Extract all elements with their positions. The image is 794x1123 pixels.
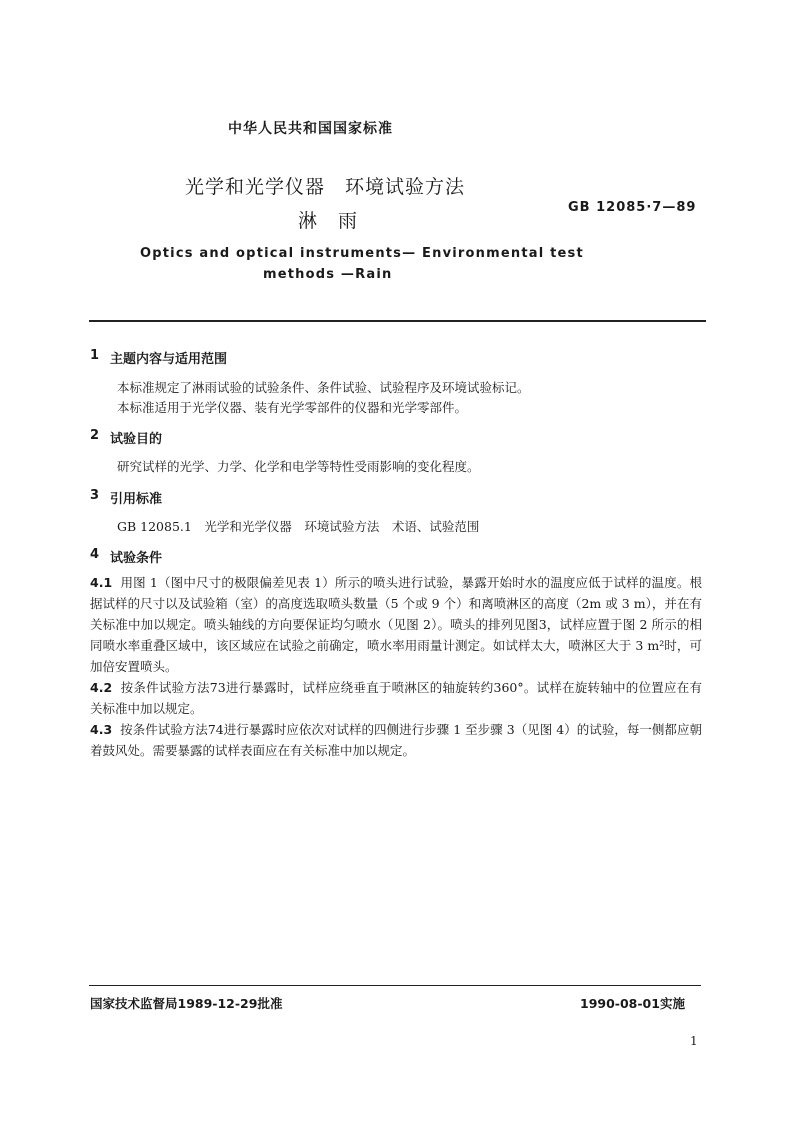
title-en-line1: Optics and optical instruments— Environmental test xyxy=(140,246,584,261)
title-en-line2: methods —Rain xyxy=(263,267,393,282)
clause-number: 4.1 xyxy=(90,575,113,590)
section-number: 3 xyxy=(90,488,100,503)
clause-4-2 xyxy=(90,677,702,719)
clause-text: 按条件试验方法74进行暴露时应依次对试样的四侧进行步骤 1 至步骤 3（见图 4）的试验，每一侧都应朝着鼓风处。需要暴露的试样表面应在有关标准中加以规定。 xyxy=(90,722,702,758)
clause-4-1 xyxy=(90,572,702,677)
clause-text: 用图 1（图中尺寸的极限偏差见表 1）所示的喷头进行试验，暴露开始时水的温度应低于试样的温度。根据试样的尺寸以及试验箱（室）的高度选取喷头数量（5 个或 9 个）和离喷淋区的高度（2m 或 3 m），并在有关标准中加以规定。喷头轴线的方向要保证均匀喷水（见图 2）。喷头的排列见图3，试样应置于图 2 所示的相同喷水率重叠区域中，该区域应在试验之前确定，喷水率用雨量计测定。如试样太大，喷淋区大于 3 m²时，可加倍安置喷头。 xyxy=(90,575,702,674)
clause-number: 4.3 xyxy=(90,722,113,737)
footer-divider xyxy=(89,985,701,986)
clause-text: 按条件试验方法73进行暴露时，试样应绕垂直于喷淋区的轴旋转约360°。试样在旋转轴中的位置应在有关标准中加以规定。 xyxy=(90,680,702,716)
paragraph-line: 研究试样的光学、力学、化学和电学等特性受雨影响的变化程度。 xyxy=(117,459,480,474)
section-title: 主题内容与适用范围 xyxy=(110,352,228,367)
section-number: 2 xyxy=(90,428,100,443)
section-number: 1 xyxy=(90,348,100,363)
section-title: 试验条件 xyxy=(110,551,163,566)
approval-date: 国家技术监督局1989-12-29批准 xyxy=(90,996,283,1011)
title-cn-line1: 光学和光学仪器 环境试验方法 xyxy=(185,176,466,198)
clause-4-3 xyxy=(90,719,702,761)
section-title: 引用标准 xyxy=(110,492,163,507)
paragraph-line: 本标准规定了淋雨试验的试验条件、条件试验、试验程序及环境试验标记。 xyxy=(117,380,530,395)
issuing-body: 中华人民共和国国家标准 xyxy=(228,121,393,137)
page-number: 1 xyxy=(690,1034,698,1048)
section-number: 4 xyxy=(90,547,100,562)
header-divider xyxy=(89,320,706,322)
section-title: 试验目的 xyxy=(110,432,163,447)
paragraph-line: 本标准适用于光学仪器、装有光学零部件的仪器和光学零部件。 xyxy=(117,400,468,415)
clause-number: 4.2 xyxy=(90,680,113,695)
standard-code: GB 12085·7—89 xyxy=(568,200,697,215)
title-cn-line2: 淋 雨 xyxy=(298,210,359,232)
referenced-standard: GB 12085.1 光学和光学仪器 环境试验方法 术语、试验范围 xyxy=(117,519,480,534)
implementation-date: 1990-08-01实施 xyxy=(580,996,685,1011)
